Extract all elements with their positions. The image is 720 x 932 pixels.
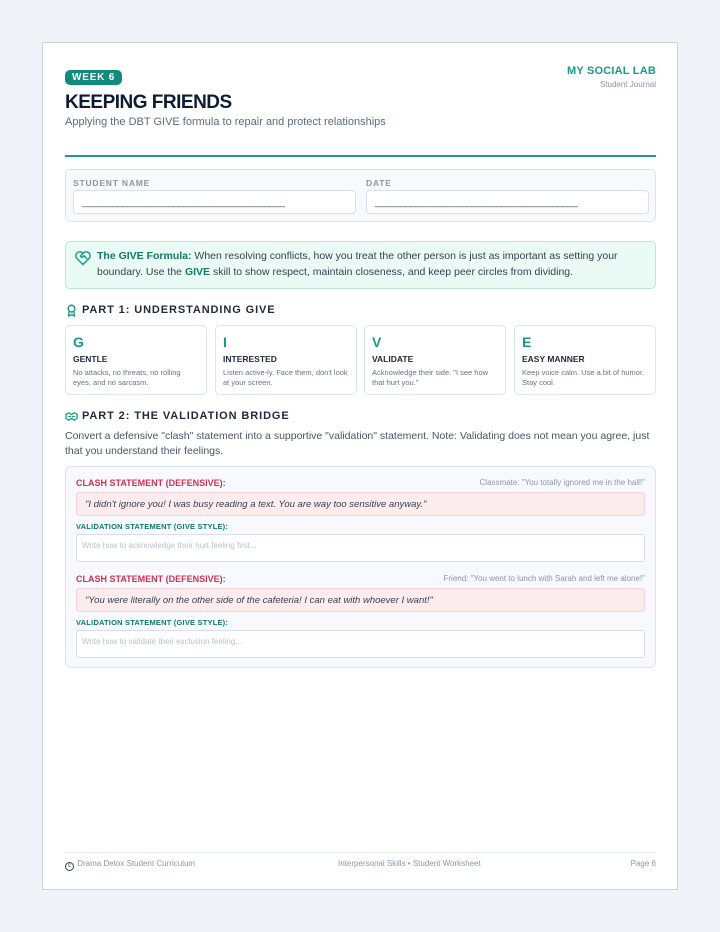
student-name-label: STUDENT NAME xyxy=(73,178,151,188)
part2-intro: Convert a defensive "clash" statement into a supportive "validation" statement. Note: Validating does not mean you agree, just that you understand their feelings. xyxy=(65,430,650,457)
student-name-field[interactable]: ________________________________________ xyxy=(73,190,356,214)
give-card-interested xyxy=(215,325,357,395)
handshake-icon xyxy=(65,410,78,423)
brand-subtitle: Student Journal xyxy=(599,80,656,89)
heart-handshake-icon xyxy=(74,250,92,266)
formula-text-part-2: skill to show respect, maintain closeness, and keep peer circles from dividing. xyxy=(210,265,574,278)
part2-title: PART 2: THE VALIDATION BRIDGE xyxy=(82,410,290,422)
part1-heading xyxy=(65,303,656,319)
brand-name: MY SOCIAL LAB xyxy=(567,65,656,77)
clash-label: CLASH STATEMENT (DEFENSIVE): xyxy=(76,574,226,584)
date-field[interactable]: ________________________________________ xyxy=(366,190,649,214)
formula-give-keyword: GIVE xyxy=(184,265,211,278)
page-footer xyxy=(65,852,656,872)
card-name: GENTLE xyxy=(73,354,108,364)
formula-text xyxy=(97,249,645,280)
card-letter: I xyxy=(223,334,227,350)
award-ribbon-icon xyxy=(65,304,78,317)
card-name: VALIDATE xyxy=(372,354,414,364)
clash-context: Friend: "You went to lunch with Sarah and left me alone!" xyxy=(443,574,645,583)
footer-left xyxy=(65,859,195,871)
card-letter: E xyxy=(522,334,532,350)
card-letter: V xyxy=(372,334,382,350)
page-header xyxy=(65,65,656,157)
clash-quote: "You were literally on the other side of the cafeteria! I can eat with whoever I want!" xyxy=(76,588,645,612)
card-name: EASY MANNER xyxy=(522,354,585,364)
formula-lead: The GIVE Formula: xyxy=(97,250,192,262)
give-cards xyxy=(65,325,656,395)
validation-input-1[interactable]: Write how to acknowledge their hurt feeling first... xyxy=(76,534,645,562)
part2-heading xyxy=(65,409,656,425)
worksheet-page xyxy=(42,42,678,890)
give-card-easy-manner xyxy=(514,325,656,395)
give-card-gentle xyxy=(65,325,207,395)
week-badge: WEEK 6 xyxy=(65,70,122,85)
card-description: Keep voice calm. Use a bit of humor. Stay cool. xyxy=(522,368,645,387)
worksheet-content xyxy=(65,65,656,668)
page-number: Page 6 xyxy=(630,859,656,868)
copyright-icon: c xyxy=(65,862,74,871)
validation-label: VALIDATION STATEMENT (GIVE STYLE): xyxy=(76,618,229,627)
card-description: No attacks, no threats, no rolling eyes, and no sarcasm. xyxy=(73,368,181,387)
clash-label: CLASH STATEMENT (DEFENSIVE): xyxy=(76,478,226,488)
footer-middle: Interpersonal Skills • Student Worksheet xyxy=(338,859,481,868)
page-title: KEEPING FRIENDS xyxy=(65,92,232,113)
card-description: Listen active-ly. Face them, don't look at your screen. xyxy=(223,368,348,387)
date-label: DATE xyxy=(366,178,392,188)
part1-title: PART 1: UNDERSTANDING GIVE xyxy=(82,304,276,316)
card-letter: G xyxy=(73,334,84,350)
clash-quote: "I didn't ignore you! I was busy reading a text. You are way too sensitive anyway." xyxy=(76,492,645,516)
validation-label: VALIDATION STATEMENT (GIVE STYLE): xyxy=(76,522,229,531)
validation-input-2[interactable]: Write how to validate their exclusion feeling... xyxy=(76,630,645,658)
give-formula-callout xyxy=(65,241,656,289)
card-description: Acknowledge their side. "I see how that hurt you." xyxy=(372,368,489,387)
clash-context: Classmate: "You totally ignored me in the hall!" xyxy=(479,478,645,487)
give-card-validate xyxy=(364,325,506,395)
card-name: INTERESTED xyxy=(223,354,277,364)
page-subtitle: Applying the DBT GIVE formula to repair and protect relationships xyxy=(65,116,386,128)
footer-curriculum: Drama Detox Student Curriculum xyxy=(77,859,196,868)
student-info-box xyxy=(65,169,656,222)
validation-bridge xyxy=(65,466,656,668)
formula-text-part-1: When resolving conflicts, how you treat the other person is just as important as setting your boundary. Use the xyxy=(97,250,618,278)
